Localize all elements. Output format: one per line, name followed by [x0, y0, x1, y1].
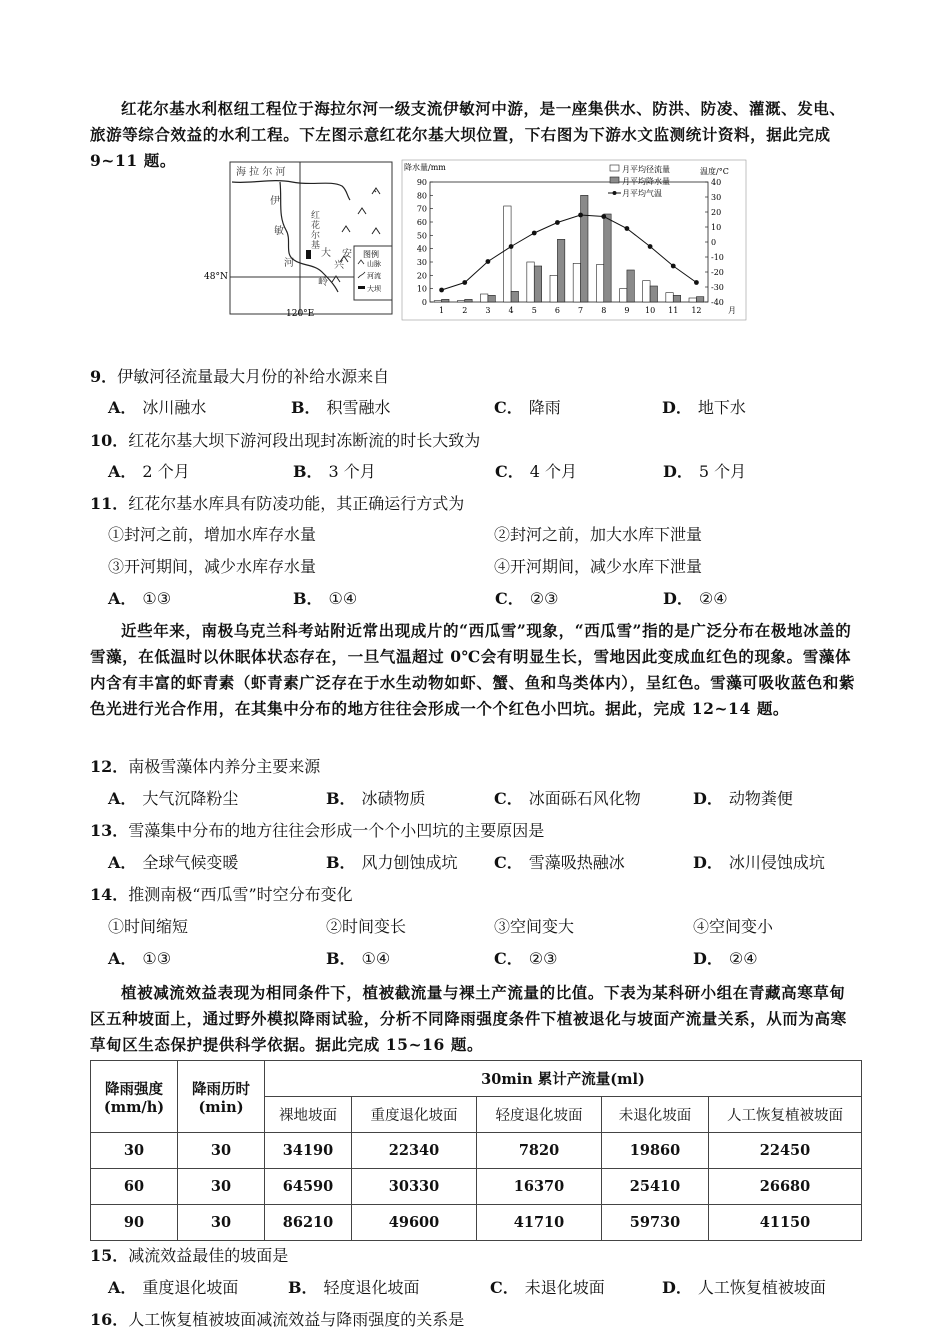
q12-option-a[interactable]: A． 大气沉降粉尘	[108, 789, 239, 808]
table-row: 30 30 34190 22340 7820 19860 22450	[91, 1133, 862, 1169]
y2-tick-label: 40	[711, 178, 722, 187]
x-tick-label: 5	[531, 306, 537, 315]
y-tick-label: 20	[416, 271, 427, 281]
question-13: 13．雪藻集中分布的地方往往会形成一个个小凹坑的主要原因是	[90, 821, 545, 840]
dam-name-label	[311, 209, 320, 251]
figure-area	[204, 160, 746, 320]
y2-tick-label: -20	[711, 268, 724, 277]
legend-title: 图例	[363, 250, 379, 259]
bar-runoff	[434, 301, 441, 302]
intro-paragraph-1: 红花尔基水利枢纽工程位于海拉尔河一级支流伊敏河中游，是一座集供水、防洪、防凌、灌溉、发电、旅游等综合效益的水利工程。下左图示意红花尔基大坝位置，下右图为下游水文监测统计资料，据此完成 9~11 题。	[90, 99, 846, 170]
x-tick-label: 4	[508, 306, 514, 315]
bar-runoff	[550, 275, 557, 302]
temperature-point	[486, 259, 491, 264]
svg-text:敏: 敏	[274, 226, 284, 237]
svg-text:河: 河	[284, 258, 294, 269]
th-col-heavy: 重度退化坡面	[352, 1097, 477, 1133]
bar-runoff	[643, 281, 650, 302]
question-14: 14．推测南极“西瓜雪”时空分布变化	[90, 885, 353, 904]
th-col-none: 未退化坡面	[602, 1097, 709, 1133]
temperature-point	[601, 214, 606, 219]
temperature-point	[555, 220, 560, 225]
bar-runoff	[689, 298, 696, 302]
x-tick-label: 11	[668, 306, 679, 315]
q10-option-c[interactable]: C． 4 个月	[495, 462, 578, 481]
q14-item-2: ②时间变长	[326, 917, 407, 936]
q13-option-c[interactable]: C． 雪藻吸热融冰	[494, 853, 625, 872]
question-15: 15．减流效益最佳的坡面是	[90, 1246, 289, 1265]
legend-runoff-label: 月平均径流量	[622, 165, 670, 174]
q12-option-c[interactable]: C． 冰面砾石风化物	[494, 789, 641, 808]
q9-option-b[interactable]: B． 积雪融水	[291, 398, 391, 417]
legend-runoff-swatch	[610, 165, 619, 171]
y2-tick-label: 10	[711, 223, 722, 232]
bar-precip	[673, 295, 680, 302]
q13-option-a[interactable]: A． 全球气候变暖	[108, 853, 239, 872]
question-12: 12．南极雪藻体内养分主要来源	[90, 757, 321, 776]
bar-precip	[557, 239, 564, 302]
temperature-point	[625, 226, 630, 231]
y-tick-label: 10	[416, 284, 427, 294]
th-col-light: 轻度退化坡面	[477, 1097, 602, 1133]
svg-text:尔: 尔	[311, 231, 321, 241]
q9-stem: 伊敏河径流量最大月份的补给水源来自	[117, 367, 390, 386]
q12-option-d[interactable]: D． 动物粪便	[693, 789, 793, 808]
bar-precip	[465, 299, 472, 302]
q9-number: 9．	[90, 367, 118, 386]
bar-runoff	[527, 262, 534, 302]
q11-item-4: ④开河期间，减少水库下泄量	[494, 557, 703, 576]
bar-precip	[442, 299, 449, 302]
legend-dam: 大坝	[367, 285, 381, 293]
x-tick-label: 6	[554, 306, 560, 315]
legend-mountain: 山脉	[367, 260, 381, 268]
q11-option-a[interactable]: A． ①③	[108, 589, 172, 608]
q15-option-d[interactable]: D． 人工恢复植被坡面	[662, 1278, 826, 1297]
legend-dam-icon	[358, 286, 365, 289]
x-tick-label: 2	[462, 306, 468, 315]
legend-river: 河流	[367, 272, 381, 280]
q15-option-a[interactable]: A． 重度退化坡面	[108, 1278, 239, 1297]
longitude-label: 120°E	[286, 309, 315, 319]
y-tick-label: 90	[416, 178, 427, 187]
y-tick-label: 70	[416, 204, 427, 214]
q11-item-1: ①封河之前，增加水库存水量	[108, 525, 317, 544]
runoff-table	[90, 1060, 862, 1241]
temperature-point	[439, 288, 444, 293]
bar-runoff	[620, 289, 627, 302]
bar-precip	[627, 270, 634, 302]
legend-temp-marker	[613, 191, 617, 195]
intro-paragraph-2: 近些年来，南极乌克兰科考站附近常出现成片的“西瓜雪”现象，“西瓜雪”指的是广泛分布在极地冰盖的雪藻，在低温时以休眠体状态存在，一旦气温超过 0℃会有明显生长，雪地因此变成血红色的现象。雪藻体内含有丰富的虾青素（虾青素广泛存在于水生动物如虾、蟹、鱼和鸟类体内），呈红色。雪藻可吸收蓝色和紫色光进行光合作用，在其集中分布的地方往往会形成一个个红色小凹坑。据此，完成 12~14 题。	[90, 621, 856, 718]
q11-option-b[interactable]: B． ①④	[293, 589, 358, 608]
temperature-point	[694, 280, 699, 285]
q14-item-4: ④空间变小	[693, 917, 774, 936]
q13-option-b[interactable]: B． 风力刨蚀成坑	[326, 853, 458, 872]
y-tick-label: 50	[416, 231, 427, 241]
question-16: 16．人工恢复植被坡面减流效益与降雨强度的关系是	[90, 1310, 465, 1329]
x-tick-label: 1	[439, 306, 445, 315]
y-tick-label: 0	[421, 298, 427, 307]
q11-option-d[interactable]: D． ②④	[663, 589, 728, 608]
th-group: 30min 累计产流量(ml)	[265, 1061, 862, 1097]
table-row: 60 30 64590 30330 16370 25410 26680	[91, 1169, 862, 1205]
bar-precip	[604, 214, 611, 302]
bar-precip	[650, 286, 657, 302]
question-11: 11．红花尔基水库具有防凌功能，其正确运行方式为	[90, 494, 465, 513]
temperature-point	[648, 244, 653, 249]
temperature-point	[671, 264, 676, 269]
svg-text:安: 安	[342, 249, 352, 260]
x-tick-label: 12	[691, 306, 702, 315]
temperature-point	[509, 244, 514, 249]
bar-precip	[488, 295, 495, 302]
svg-text:大: 大	[321, 248, 331, 259]
legend-precip-swatch	[610, 177, 619, 183]
question-9	[90, 364, 389, 387]
q15-option-b[interactable]: B． 轻度退化坡面	[288, 1278, 420, 1297]
q9-option-c[interactable]: C． 降雨	[494, 398, 561, 417]
q9-option-d[interactable]: D． 地下水	[662, 398, 746, 417]
bar-runoff	[666, 293, 673, 302]
svg-text:岭: 岭	[318, 277, 328, 288]
dam-marker	[306, 250, 311, 259]
y2-tick-label: -10	[711, 253, 724, 262]
q10-option-b[interactable]: B． 3 个月	[293, 462, 376, 481]
y2-tick-label: 0	[711, 238, 717, 247]
bar-precip	[534, 266, 541, 302]
y2-tick-label: -40	[711, 298, 724, 307]
q14-option-b[interactable]: B． ①④	[326, 949, 391, 968]
svg-text:花: 花	[311, 221, 321, 231]
th-col-restored: 人工恢复植被坡面	[709, 1097, 862, 1133]
q9-option-a[interactable]: A． 冰川融水	[108, 398, 207, 417]
table-row: 90 30 86210 49600 41710 59730 41150	[91, 1205, 862, 1241]
svg-text:海 拉 尔 河: 海 拉 尔 河	[236, 167, 286, 178]
svg-text:兴: 兴	[334, 260, 344, 271]
q10-option-d[interactable]: D． 5 个月	[663, 462, 747, 481]
x-tick-label: 9	[624, 306, 630, 315]
q15-option-c[interactable]: C． 未退化坡面	[490, 1278, 605, 1297]
y-tick-label: 40	[416, 244, 427, 254]
y-tick-label: 30	[416, 258, 427, 267]
q14-option-c[interactable]: C． ②③	[494, 949, 558, 968]
x-tick-label: 10	[644, 306, 656, 315]
x-axis-label: 月	[728, 306, 736, 315]
y2-tick-label: 30	[711, 193, 722, 202]
th-intensity: 降雨强度 (mm/h)	[91, 1061, 178, 1133]
hydrology-chart	[402, 160, 746, 320]
latitude-label: 48°N	[204, 272, 228, 282]
y-tick-label: 80	[416, 191, 427, 201]
temperature-point	[462, 280, 467, 285]
svg-text:红: 红	[311, 211, 321, 221]
svg-text:基: 基	[311, 241, 321, 251]
q14-item-3: ③空间变大	[494, 917, 575, 936]
temperature-point	[578, 213, 583, 218]
q14-item-1: ①时间缩短	[108, 917, 189, 936]
th-duration: 降雨历时 (min)	[178, 1061, 265, 1133]
bar-runoff	[504, 206, 511, 302]
y2-axis-label: 温度/°C	[700, 167, 729, 176]
q13-option-d[interactable]: D． 冰川侵蚀成坑	[693, 853, 825, 872]
y-tick-label: 60	[416, 218, 427, 227]
bar-precip	[696, 297, 703, 302]
bar-runoff	[457, 301, 464, 302]
bar-runoff	[481, 294, 488, 302]
temperature-point	[532, 231, 537, 236]
bar-precip	[511, 291, 518, 302]
q10-option-a[interactable]: A． 2 个月	[108, 462, 190, 481]
x-tick-label: 7	[578, 306, 584, 315]
x-tick-label: 8	[601, 306, 607, 315]
bar-precip	[581, 195, 588, 302]
q14-option-d[interactable]: D． ②④	[693, 949, 758, 968]
y-axis-label: 降水量/mm	[404, 163, 446, 172]
y2-tick-label: -30	[711, 283, 724, 292]
intro-paragraph-3: 植被减流效益表现为相同条件下，植被截流量与裸土产流量的比值。下表为某科研小组在青藏高寒草甸区五种坡面上，通过野外模拟降雨试验，分析不同降雨强度条件下植被退化与坡面产流量关系，从而为高寒草甸区生态保护提供科学依据。据此完成 15~16 题。	[90, 983, 847, 1054]
q11-item-3: ③开河期间，减少水库存水量	[108, 557, 317, 576]
legend-precip-label: 月平均降水量	[622, 177, 670, 186]
x-tick-label: 3	[485, 306, 491, 315]
legend-temp-label: 月平均气温	[622, 189, 662, 198]
q11-item-2: ②封河之前，加大水库下泄量	[494, 525, 703, 544]
bar-runoff	[573, 263, 580, 302]
y2-tick-label: 20	[711, 208, 722, 217]
q14-option-a[interactable]: A． ①③	[108, 949, 172, 968]
svg-text:伊: 伊	[270, 196, 280, 207]
th-col-bare: 裸地坡面	[265, 1097, 352, 1133]
q11-option-c[interactable]: C． ②③	[495, 589, 559, 608]
question-10: 10．红花尔基大坝下游河段出现封冻断流的时长大致为	[90, 431, 481, 450]
q12-option-b[interactable]: B． 冰碛物质	[326, 789, 426, 808]
bar-runoff	[596, 265, 603, 302]
